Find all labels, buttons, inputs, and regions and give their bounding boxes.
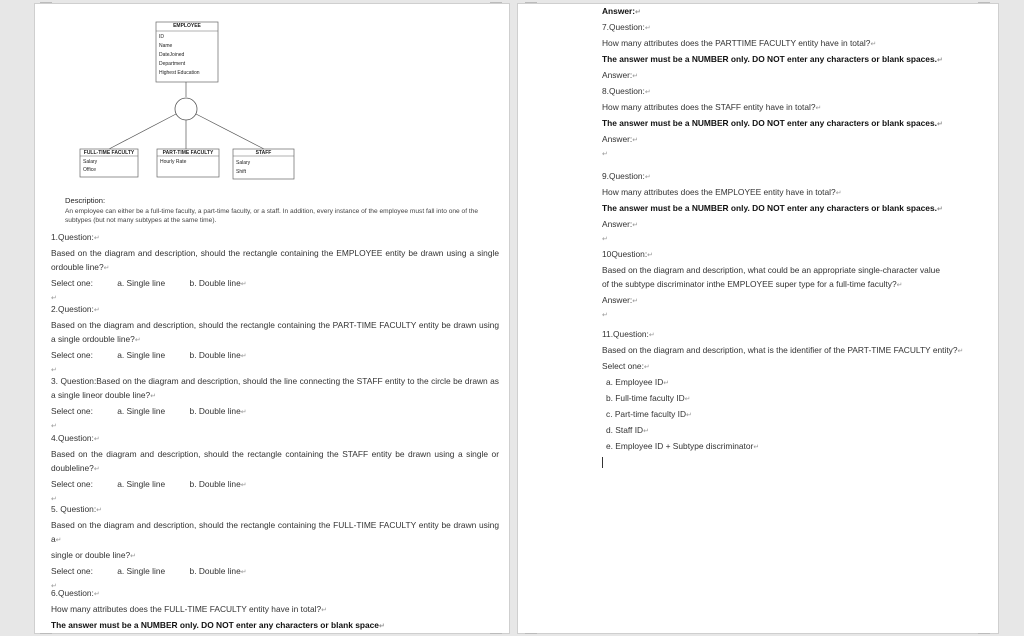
question-text: Based on the diagram and description, should the rectangle containing the EMPLOYEE entity be drawn using a single ordouble line?↵ [51,248,499,272]
parttime-attr: Hourly Rate [160,159,187,165]
caret-icon [602,457,603,468]
option-double-line[interactable]: b. Double line↵ [189,566,247,576]
fulltime-attr: Office [83,167,96,173]
question-8-answer[interactable]: Answer:↵ [602,134,639,144]
eer-diagram [35,4,509,194]
option-double-line[interactable]: b. Double line↵ [189,350,247,360]
option-double-line[interactable]: b. Double line↵ [189,278,247,288]
option-single-line[interactable]: a. Single line [117,406,166,416]
option-staff-id[interactable]: d. Staff ID↵ [606,425,649,435]
employee-title: EMPLOYEE [173,23,201,29]
option-single-line[interactable]: a. Single line [117,566,166,576]
description-text: An employee can either be a full-time faculty, a part-time faculty, or a staff. In addition, every instance of the employee must fall into one of the subtypes (but not many subtypes at the same time). [65,208,479,224]
question-title: 4.Question:↵ [51,433,100,443]
eer-diagram-lines [35,4,509,194]
question-7-text: How many attributes does the PARTTIME FACULTY entity have in total?↵ [602,38,877,48]
question-text: How many attributes does the FULL-TIME FACULTY entity have in total?↵ [51,604,328,614]
answer-note: The answer must be a NUMBER only. DO NOT enter any characters or blank space↵ [51,620,385,630]
option-single-line[interactable]: a. Single line [117,278,166,288]
question-8-title: 8.Question:↵ [602,86,651,96]
select-one-label: Select one: [51,406,93,416]
question-11-title: 11.Question:↵ [602,329,655,339]
select-row [51,564,499,580]
employee-attr: DateJoined [159,52,185,58]
staff-title: STAFF [255,150,272,156]
subtype-circle [175,98,197,120]
staff-attr: Salary [236,160,251,166]
page-corner-mark [490,633,502,634]
paragraph-mark: ↵ [51,583,57,590]
paragraph-mark: ↵ [51,496,57,503]
question-8-text: How many attributes does the STAFF entity have in total?↵ [602,102,822,112]
answer-label: Answer:↵ [602,6,641,16]
question-text: Based on the diagram and description, should the rectangle containing the PART-TIME FACULTY entity be drawn using a single ordouble line?↵ [51,320,499,344]
question-8-note: The answer must be a NUMBER only. DO NOT enter any characters or blank spaces.↵ [602,118,943,128]
question-text: 3. Question:Based on the diagram and description, should the line connecting the STAFF entity to the circle be drawn as a single lineor double line?↵ [51,376,499,400]
fulltime-attr: Salary [83,159,98,165]
paragraph-mark: ↵ [602,151,608,158]
option-single-line[interactable]: a. Single line [117,350,166,360]
employee-attr: Department [159,61,186,67]
option-employee-id-discriminator[interactable]: e. Employee ID + Subtype discriminator↵ [606,441,760,451]
question-text: Based on the diagram and description, should the rectangle containing the STAFF entity be drawn using a single or doubleline?↵ [51,449,499,473]
question-text-continued: single or double line?↵ [51,550,137,560]
paragraph-mark: ↵ [51,295,57,302]
paragraph-mark: ↵ [51,367,57,374]
page-corner-mark [40,633,52,634]
right-column [602,4,986,469]
text-cursor[interactable] [602,455,986,469]
question-title: 5. Question:↵ [51,504,103,514]
select-one-label: Select one: [51,479,93,489]
document-page-right [517,3,999,634]
question-1 [51,230,499,306]
paragraph-mark: ↵ [602,236,608,243]
select-row [51,477,499,493]
select-row [51,348,499,364]
document-page-left [34,3,510,634]
option-double-line[interactable]: b. Double line↵ [189,406,247,416]
question-7-title: 7.Question:↵ [602,22,651,32]
question-10-text: Based on the diagram and description, what could be an appropriate single-character value [602,265,941,275]
question-9-note: The answer must be a NUMBER only. DO NOT enter any characters or blank spaces.↵ [602,203,943,213]
paragraph-mark: ↵ [602,312,608,319]
question-2 [51,302,499,378]
option-full-time-faculty-id[interactable]: b. Full-time faculty ID↵ [606,393,691,403]
staff-attr: Shift [236,169,247,175]
question-9-title: 9.Question:↵ [602,171,651,181]
option-part-time-faculty-id[interactable]: c. Part-time faculty ID↵ [606,409,692,419]
question-text: Based on the diagram and description, should the rectangle containing the FULL-TIME FACULTY entity be drawn using a↵ [51,520,499,544]
fulltime-title: FULL-TIME FACULTY [83,150,135,156]
page-corner-mark [978,2,990,3]
select-row [51,276,499,292]
question-7-answer[interactable]: Answer:↵ [602,70,639,80]
question-11-text: Based on the diagram and description, what is the identifier of the PART-TIME FACULTY entity?↵ [602,345,964,355]
employee-attr: ID [159,34,164,40]
page-corner-mark [525,633,537,634]
question-9-text: How many attributes does the EMPLOYEE entity have in total?↵ [602,187,842,197]
staff-connector [196,114,264,149]
option-employee-id[interactable]: a. Employee ID↵ [606,377,670,387]
page-corner-mark [40,2,52,3]
question-6 [51,586,499,634]
page-corner-mark [525,2,537,3]
select-one-label: Select one: [51,566,93,576]
select-one-label: Select one:↵ [602,361,650,371]
parttime-title: PART-TIME FACULTY [162,150,214,156]
question-5 [51,502,499,594]
question-4 [51,431,499,507]
question-9-answer[interactable]: Answer:↵ [602,219,639,229]
fulltime-connector [109,114,176,149]
question-10-answer[interactable]: Answer:↵ [602,295,639,305]
select-one-label: Select one: [51,350,93,360]
paragraph-mark: ↵ [51,423,57,430]
select-row [51,404,499,420]
spacer [602,162,986,169]
question-3 [51,374,499,434]
employee-attr: Name [159,43,173,49]
question-10-text-continued: of the subtype discriminator inthe EMPLOYEE super type for a full-time faculty?↵ [602,279,903,289]
option-single-line[interactable]: a. Single line [117,479,166,489]
select-one-label: Select one: [51,278,93,288]
description-title: Description: [65,196,106,205]
employee-attr: Highest Education [159,70,200,76]
question-7-note: The answer must be a NUMBER only. DO NOT enter any characters or blank spaces.↵ [602,54,943,64]
question-10-title: 10Question:↵ [602,249,654,259]
question-title: 6.Question:↵ [51,588,100,598]
option-double-line[interactable]: b. Double line↵ [189,479,247,489]
page-corner-mark [490,2,502,3]
question-title: 1.Question:↵ [51,232,100,242]
question-title: 2.Question:↵ [51,304,100,314]
page-corner-mark [978,633,990,634]
